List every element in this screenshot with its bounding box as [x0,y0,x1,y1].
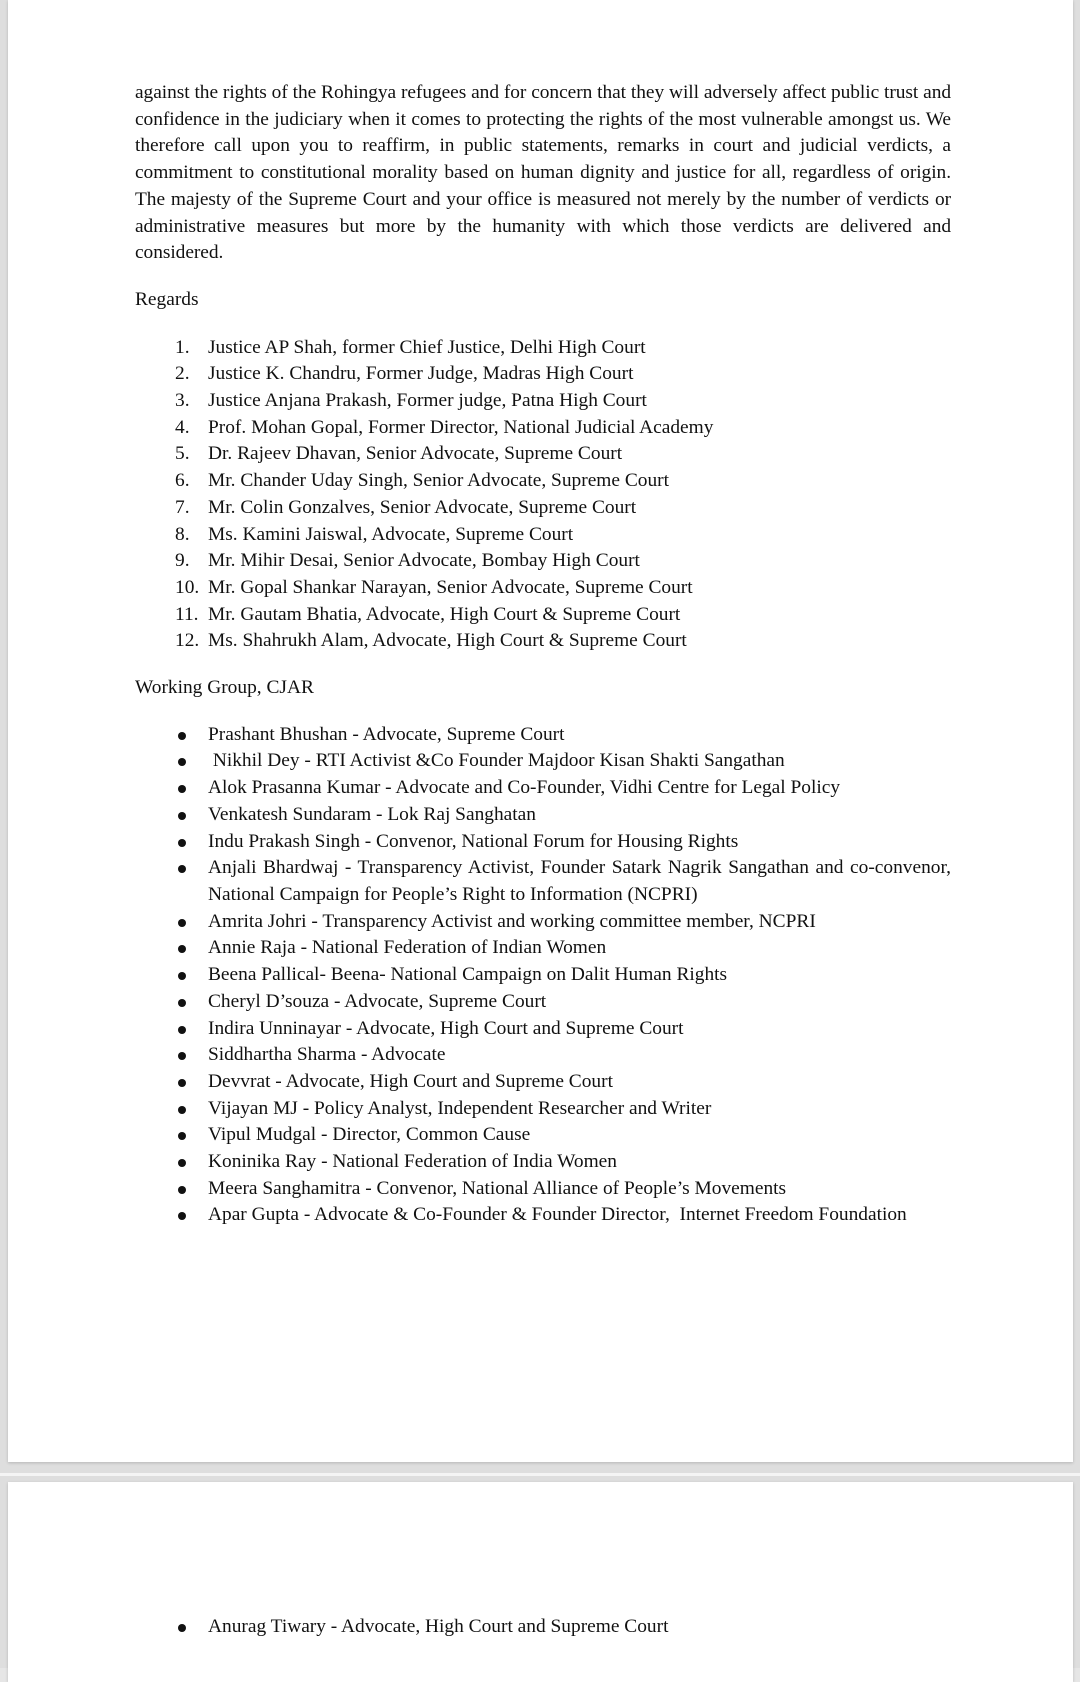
bullet-icon [178,999,186,1007]
signatory-text: Mr. Gopal Shankar Narayan, Senior Advocate, Supreme Court [208,576,693,598]
signatory-text: Mr. Chander Uday Singh, Senior Advocate, Supreme Court [208,470,669,492]
member-text: Venkatesh Sundaram - Lok Raj Sanghatan [208,803,536,825]
signatory-item [135,415,951,442]
bullet-icon [178,1159,186,1167]
working-group-heading: Working Group, CJAR [135,677,314,699]
signatory-text: Ms. Shahrukh Alam, Advocate, High Court & Supreme Court [208,630,687,652]
bullet-icon [178,1186,186,1194]
member-text: Siddhartha Sharma - Advocate [208,1044,446,1066]
signatory-item [135,522,951,549]
member-text: Koninika Ray - National Federation of India Women [208,1151,617,1173]
member-text: Beena Pallical- Beena- National Campaign on Dalit Human Rights [208,964,728,986]
bullet-icon [178,1132,186,1140]
member-text: Indira Unninayar - Advocate, High Court and Supreme Court [208,1017,684,1039]
working-group-item [135,1176,951,1203]
working-group-item [135,802,951,829]
bullet-icon [178,1212,186,1220]
signatory-item [135,575,951,602]
signatory-item [135,602,951,629]
list-number: 5. [175,443,190,465]
document-page-1 [8,0,1073,1462]
member-text: Vipul Mudgal - Director, Common Cause [208,1124,531,1146]
working-group-item [135,1096,951,1123]
signatory-item [135,441,951,468]
bullet-icon [178,1106,186,1114]
bullet-icon [178,1624,186,1632]
list-number: 7. [175,496,190,518]
signatories-list [135,335,951,655]
regards-line: Regards [135,288,199,310]
member-text: Anurag Tiwary - Advocate, High Court and Supreme Court [208,1616,669,1637]
bullet-icon [178,758,186,766]
bullet-icon [178,865,186,873]
list-number: 12. [175,630,200,652]
bullet-icon [178,972,186,980]
working-group-item [135,1016,951,1043]
signatory-text: Justice Anjana Prakash, Former judge, Patna High Court [208,390,647,412]
signatory-text: Prof. Mohan Gopal, Former Director, National Judicial Academy [208,416,714,438]
bullet-icon [178,812,186,820]
working-group-item [135,962,951,989]
signatory-item [135,548,951,575]
bullet-icon [178,1026,186,1034]
bullet-icon [178,945,186,953]
signatory-text: Mr. Colin Gonzalves, Senior Advocate, Supreme Court [208,496,637,518]
member-text: Nikhil Dey - RTI Activist &Co Founder Majdoor Kisan Shakti Sangathan [208,750,785,772]
working-group-item [135,909,951,936]
working-group-item [135,1042,951,1069]
bullet-icon [178,732,186,740]
member-text: Indu Prakash Singh - Convenor, National Forum for Housing Rights [208,830,739,852]
member-text: Prashant Bhushan - Advocate, Supreme Court [208,723,565,745]
member-text: Alok Prasanna Kumar - Advocate and Co-Founder, Vidhi Centre for Legal Policy [208,777,841,799]
signatory-text: Justice AP Shah, former Chief Justice, Delhi High Court [208,336,646,358]
signatory-text: Mr. Gautam Bhatia, Advocate, High Court & Supreme Court [208,603,681,625]
working-group-item [135,1202,951,1229]
working-group-item [135,1122,951,1149]
signatory-text: Justice K. Chandru, Former Judge, Madras High Court [208,363,634,385]
working-group-item [135,748,951,775]
page-2-content [135,1614,951,1641]
bullet-icon [178,919,186,927]
member-text: Meera Sanghamitra - Convenor, National Alliance of People’s Movements [208,1177,787,1199]
member-text: Vijayan MJ - Policy Analyst, Independent Researcher and Writer [208,1097,712,1119]
list-number: 6. [175,470,190,492]
working-group-list [135,722,951,1229]
member-text: Apar Gupta - Advocate & Co-Founder & Founder Director, Internet Freedom Foundation [208,1204,907,1226]
document-page-2 [8,1482,1073,1682]
bullet-icon [178,1052,186,1060]
working-group-item [135,829,951,856]
list-number: 10. [175,576,200,598]
member-text: Cheryl D’souza - Advocate, Supreme Court [208,990,547,1012]
page-1-content [135,80,951,1229]
member-text: Annie Raja - National Federation of Indian Women [208,937,607,959]
signatory-item [135,388,951,415]
member-text: Anjali Bhardwaj - Transparency Activist, Founder Satark Nagrik Sangathan and co-convenor, National Campaign for People’s Right to Information (NCPRI) [208,857,951,905]
working-group-item [135,855,951,908]
list-number: 11. [175,603,199,625]
member-text: Amrita Johri - Transparency Activist and working committee member, NCPRI [208,910,816,932]
signatory-item [135,468,951,495]
working-group-item [135,935,951,962]
list-number: 3. [175,390,190,412]
signatory-item [135,361,951,388]
closing-paragraph: against the rights of the Rohingya refugees and for concern that they will adversely affect public trust and confidence in the judiciary when it comes to protecting the rights of the most vulnerable amongst us. We therefore call upon you to reaffirm, in public statements, remarks in court and judicial verdicts, a commitment to constitutional morality based on human dignity and justice for all, regardless of origin. The majesty of the Supreme Court and your office is measured not merely by the number of verdicts or administrative measures but more by the humanity with which those verdicts are delivered and considered. [135,82,951,264]
signatory-item [135,335,951,362]
signatory-item [135,495,951,522]
working-group-item [135,1149,951,1176]
signatory-text: Mr. Mihir Desai, Senior Advocate, Bombay High Court [208,550,640,572]
signatory-text: Dr. Rajeev Dhavan, Senior Advocate, Supreme Court [208,443,623,465]
list-number: 1. [175,336,190,358]
working-group-item [135,722,951,749]
list-number: 8. [175,523,190,545]
working-group-item [135,989,951,1016]
working-group-list-continued [135,1614,951,1641]
page-separator [0,1473,1080,1476]
bullet-icon [178,785,186,793]
signatory-text: Ms. Kamini Jaiswal, Advocate, Supreme Court [208,523,574,545]
bullet-icon [178,1079,186,1087]
member-text: Devvrat - Advocate, High Court and Supreme Court [208,1070,613,1092]
working-group-item [135,1614,951,1641]
signatory-item [135,628,951,655]
bullet-icon [178,839,186,847]
list-number: 2. [175,363,190,385]
list-number: 4. [175,416,190,438]
working-group-item [135,1069,951,1096]
list-number: 9. [175,550,190,572]
working-group-item [135,775,951,802]
